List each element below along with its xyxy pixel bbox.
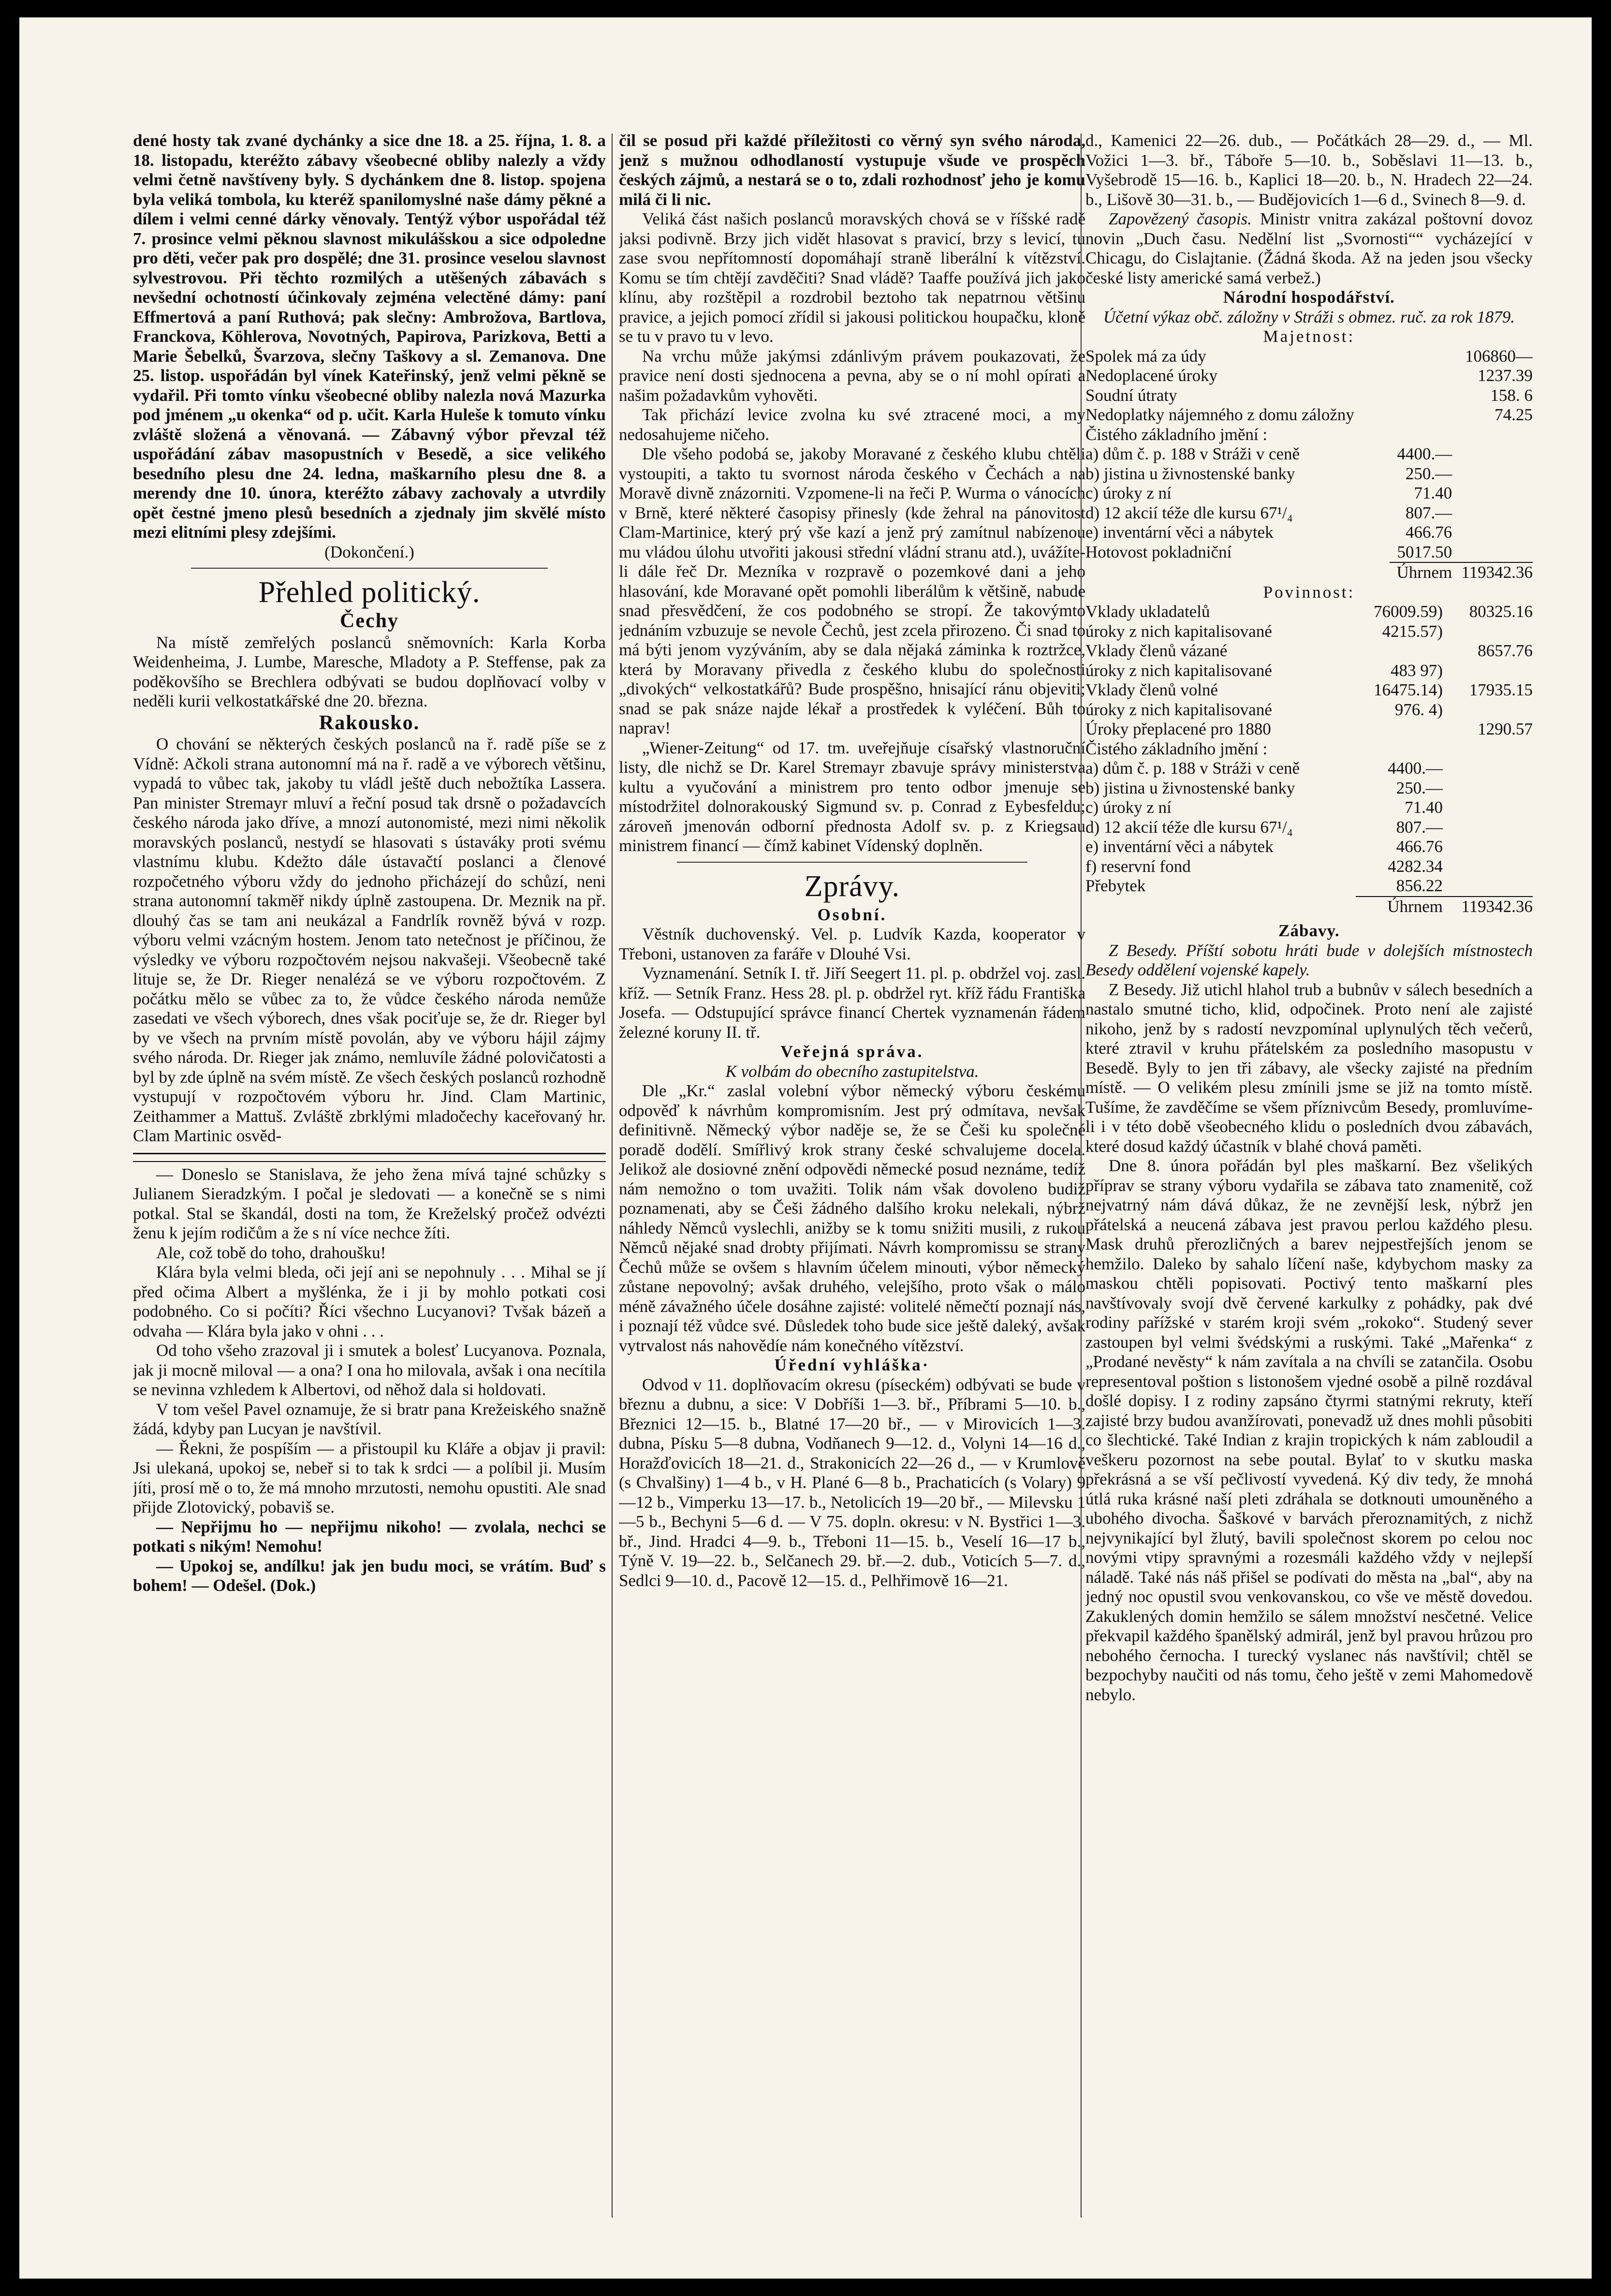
table-cell-label: b) jistina u živnostenské banky [1085, 778, 1295, 797]
table-cell-mid [1356, 739, 1443, 759]
table-cell-mid: 5017.50 [1397, 542, 1452, 561]
table-cell-label: Vklady ukladatelů [1085, 602, 1210, 621]
table-cell-mid: 250.— [1396, 778, 1443, 797]
table-row [1085, 366, 1533, 386]
column-1 [133, 131, 606, 2220]
table-cell-label: Úroky přeplacené pro 1880 [1085, 720, 1271, 738]
feuilleton-paragraph: — Doneslo se Stanislava, že jeho žena mívá tajné schůzky s Julianem Sieradzkým. I počal je sledovati — a konečně se s nimi potkal. Stal se škandál, dosti na tom, že Kreželský pročež odvézti ženu k jejím rodičům a že s ní více nechce žíti. [133, 1164, 606, 1242]
table-cell-label: e) inventární věci a nábytek [1085, 837, 1274, 856]
table-cell-mid: 483 97) [1391, 661, 1443, 680]
table-cell-label: e) inventární věci a nábytek [1085, 523, 1274, 542]
table-row [1085, 837, 1533, 857]
subheading-entertainment: Zábavy. [1278, 921, 1340, 940]
assets-title: Majetnost: [1263, 327, 1355, 346]
table-cell-amount [1443, 661, 1533, 681]
table-cell-mid: 4282.34 [1388, 856, 1443, 876]
news-paragraph: Odvod v 11. doplňovacím okresu (píseckém) odbývati se bude v březnu a dubnu, a sice: V Dobříši 1—3. bř., Příbrami 5—10. b., Březnici 12—15. b., Blatné 17—20 bř., — v Mirovicích 1—3. dubna, Písku 5—8 dubna, Vodňanech 9—12. d., Volyni 14—16 d., Horažďovicích 18—21. d., Strakonicích 22—26 d., — v Krumlově (s Chvalšiny) 1—4 b., v H. Plané 6—8 b., Prachaticích (s Volary) 9—12 b., Vimperku 13—17. b., Netolicích 19—20 bř., — Milevsku 1—5 b., Bechyni 5—6 d. — V 75. dopln. okresu: v N. Bystřici 1—3. bř., Jind. Hradci 4—9. b., Třeboni 11—15. b., Veselí 16—17 b., Týně V. 19—22. b., Selčanech 29. bř.—2. dub., Voticích 5—7. d., Sedlci 9—10. d., Pacově 12—15. d., Pelhřimově 16—21. [619, 1375, 1085, 1590]
entertainment-paragraph: Z Besedy. Příští sobotu hráti bude v dolejších místnostech Besedy oddělení vojenské kapely. [1085, 941, 1533, 979]
total-label: Úhrnem [1390, 562, 1452, 583]
table-row [1085, 347, 1533, 367]
politics-paragraph: čil se posud při každé příležitosti co věrný syn svého národa, jenž s mužnou odhodlaností vystupuje všude ve prospěch českých zájmů, a nestará se o to, zdali rozhodnosť jeho je komu milá či li nic. [619, 131, 1085, 209]
table-cell-label: Nedoplatky nájemného z domu záložny [1085, 405, 1354, 424]
table-cell-mid [1390, 405, 1452, 425]
table-cell-amount [1443, 779, 1533, 798]
table-cell-mid [1390, 347, 1452, 367]
table-cell-amount: 158. 6 [1490, 385, 1533, 405]
table-row [1085, 484, 1533, 503]
politics-paragraph: Na vrchu může jakýmsi zdánlivým právem poukazovati, že pravice není dosti sjednocena a pevna, aby se o ní mohl opírati a našim požadavkům vyhověti. [619, 346, 1085, 405]
table-cell-amount [1443, 759, 1533, 779]
table-cell-label: a) dům č. p. 188 v Stráži v ceně [1085, 759, 1300, 778]
table-cell-amount: 74.25 [1494, 405, 1533, 424]
table-cell-mid: 71.40 [1405, 798, 1443, 817]
table-cell-label: Hotovost pokladniční [1085, 542, 1232, 561]
table-cell-amount: 1237.39 [1478, 366, 1533, 385]
feuilleton-paragraph: V tom vešel Pavel oznamuje, že si bratr pana Krežeiského snažně žádá, kdyby pan Lucyan je navštívil. [133, 1399, 606, 1438]
table-row [1085, 798, 1533, 818]
feuilleton-divider [133, 1153, 606, 1154]
table-cell-mid: 16475.14) [1374, 680, 1443, 699]
table-cell-mid: 976. 4) [1394, 700, 1443, 719]
table-cell-amount [1452, 425, 1533, 445]
table-cell-amount: 80325.16 [1469, 602, 1533, 621]
table-row [1085, 425, 1533, 445]
politics-paragraph: Na místě zemřelých poslanců sněmovních: Karla Korba Weidenheima, J. Lumbe, Maresche, Mladoty a P. Steffense, pak za poděkovšího se Brechlera odbývati se budou doplňovací volby v neděli kurii velkostatkářské dne 20. března. [133, 633, 606, 710]
table-cell-label: c) úroky z ní [1085, 798, 1172, 817]
table-cell-mid: 466.76 [1406, 523, 1452, 542]
table-cell-mid: 71.40 [1414, 484, 1452, 502]
table-cell-mid: 856.22 [1396, 876, 1443, 895]
newspaper-page [19, 17, 1592, 2279]
table-cell-amount [1452, 444, 1533, 464]
table-cell-mid [1390, 386, 1452, 406]
divider [191, 568, 548, 569]
table-cell-mid: 4215.57) [1382, 621, 1443, 641]
news-paragraph: d., Kamenici 22—26. dub., — Počátkách 28—29. d., — Ml. Vožici 1—3. bř., Táboře 5—10. b., Soběslavi 11—13. b., Vyšebrodě 15—16. b., Kaplici 18—20. b., N. Hradech 22—24. b., Lišově 30—31. b., — Budějovicích 1—6 d., Svinech 8—9. d. [1085, 131, 1533, 209]
divider [677, 862, 1027, 863]
feuilleton-paragraph: — Upokoj se, andílku! jak jen budu moci, se vrátím. Buď s bohem! — Odešel. (Dok.) [133, 1556, 606, 1595]
subheading-austria: Rakousko. [319, 711, 420, 734]
politics-paragraph: O chování se některých českých poslanců na ř. radě píše se z Vídně: Ačkoli strana autonomní má na ř. radě a ve výborech většinu, vypadá to vůbec tak, jakoby tu vládl ještě duch nebožtíka Lassera. Pan minister Stremayr mluví a řeční posud tak drsně o požadavcích českého národa jako dříve, a mnozí autonomisté, mezi nimi několik moravských poslanců, nestydí se hlasovati s ústaváky proti svému vlastnímu klubu. Kdežto dále ústavačtí poslanci a členové rozpočetného výboru vždy do jednoho přicházejí do schůzí, neni strana autonomní takměř nikdy úplně zastoupena. Dr. Meznik na př. dlouhý čas se tam ani neukázal a Fandrlík rovněž bývá v rozp. výboru velmi vzácným hostem. Jenom tato netečnost je příčinou, že výsledky ve výboru rozpočtovém nejsou nakvašeji. Všeobecně také lituje se, že Dr. Rieger nenalézá se ve výboru rozpočtovém. Z počátku mělo se vůbec za to, že vůdce českého národa nemůže zasedati ve všech výborech, dnes však pociťuje se, že dr. Rieger byl by ve všech na prvním místě povolán, aby ve výboru hájil zájmy svého národa. Dr. Rieger jak známo, nemluvíle žádné polovičatosti a byl by zde úplně na svém místě. Ze všech českých poslanců rozhodně vystupují v rozpočtovém výboru hr. Jind. Clam Martinic, Zeithammer a Mattuš. Zvláště zbrklými mladočechy kaceřovaný hr. Clam Martinic osvěd- [133, 735, 606, 1145]
table-row [1085, 444, 1533, 464]
table-cell-amount [1452, 543, 1533, 563]
table-row [1085, 602, 1533, 622]
table-cell-label: Čistého základního jmění : [1085, 425, 1268, 444]
table-cell-mid: 4400.— [1388, 759, 1443, 778]
feuilleton-paragraph: — Řekni, že pospíším — a přistoupil ku Kláře a objav ji pravil: Jsi ulekaná, upokoj se, nebeř si to tak k srdci — a políbil ji. Musím jíti, prosí mě o to, že má mnoho mrzutosti, nemohu opustiti. Ale snad přijde Zlotovický, pobaviš se. [133, 1439, 606, 1516]
politics-paragraph: Veliká část našich poslanců moravských chová se v říšské radě jaksi podivně. Brzy jich vidět hlasovat s pravicí, brzy s levicí, tu zase svou nepřítomností dopomáhají straně liberální k vítězství. Komu se tím chtějí zavděčiti? Snad vládě? Taaffe používá jich jako klínu, aby rozštěpil a rozdrobil beztoho tak nepatrnou většinu pravice, a jejich pomocí zřídil si jakousi politickou houpačku, kloně se tu v pravo tu v levo. [619, 209, 1085, 346]
table-cell-mid [1390, 425, 1452, 445]
section-heading-news: Zprávy. [804, 869, 900, 903]
subheading-public-administration: Veřejná správa. [780, 1042, 924, 1061]
table-row [1085, 759, 1533, 779]
total-value: 119342.36 [1452, 562, 1533, 583]
table-cell-mid: 4400.— [1397, 444, 1452, 463]
table-cell-label: a) dům č. p. 188 v Stráži v ceně [1085, 444, 1300, 463]
table-cell-amount [1443, 837, 1533, 857]
table-cell-label: úroky z nich kapitalisované [1085, 661, 1272, 680]
table-row [1085, 680, 1533, 700]
table-row [1085, 818, 1533, 838]
table-row [1085, 405, 1533, 425]
table-row [1085, 739, 1533, 759]
table-cell-mid [1356, 720, 1443, 739]
section-heading-economy: Národní hospodářství. [1223, 288, 1395, 307]
table-total-row [1085, 562, 1533, 583]
table-row [1085, 523, 1533, 543]
column-3 [1085, 131, 1533, 2220]
table-cell-amount [1443, 622, 1533, 642]
table-cell-label: Vklady členů vázané [1085, 641, 1228, 660]
subheading-elections: K volbám do obecního zastupitelstva. [725, 1061, 979, 1081]
total-value: 119342.36 [1443, 897, 1533, 917]
column-2 [619, 131, 1085, 2220]
table-row [1085, 720, 1533, 739]
table-row [1085, 386, 1533, 406]
table-cell-label: f) reservní fond [1085, 856, 1191, 876]
table-cell-mid [1356, 641, 1443, 661]
table-cell-label: c) úroky z ní [1085, 484, 1172, 502]
table-cell-mid: 807.— [1406, 503, 1452, 522]
politics-paragraph: Dle všeho podobá se, jakoby Moravané z českého klubu chtěli vystoupiti, a takto tu svornost národa českého v Čechách a na Moravě divně znázorniti. Vzpomene-li na řeči P. Wurma o vánocích v Brně, které některé časopisy přinesly (kde žehral na pánovitost Clam-Martinice, který prý vše kazí a jenž prý zamítnul nabízenou mu vládou úlohu utvořiti jakousi střední vládní stranu atd.), uvážíte-li dále řeč Dr. Mezníka v rozpravě o pozemkové dani a jeho hlasování, kde Moravané opět pomohli liberálům k většině, nabude snad přesvědčení, že cos podobného se stropí. Že takovýmto jednáním vzbuzuje se nevole Čechů, jest zcela přirozeno. Či snad to má býti jenom vyzýváním, aby se dala nějaká záminka k roztržce, která by Moravany přivedla z českého klubu do společnosti „divokých“ velkostatkářů? Bude prospěšno, hnisající ránu objeviti; snad se pak snáze najde lékař a prostředek k vyléčení. Bůh to naprav! [619, 444, 1085, 737]
banned-periodical-title: Zapovězený časopis. [1109, 209, 1252, 228]
table-row [1085, 857, 1533, 877]
feuilleton-paragraph: — Nepřijmu ho — nepřijmu nikoho! — zvolala, nechci se potkati s nikým! Nemohu! [133, 1517, 606, 1556]
table-total-row [1085, 897, 1533, 917]
table-row [1085, 503, 1533, 523]
table-cell-label: Soudní útraty [1085, 385, 1177, 405]
table-cell-amount [1443, 700, 1533, 720]
news-paragraph: Věstník duchovenský. Vel. p. Ludvík Kazda, kooperator v Třeboni, ustanoven za faráře v Dlouhé Vsi. [619, 925, 1085, 963]
table-cell-label: d) 12 akcií téže dle kursu 67¹/₄ [1085, 503, 1293, 522]
table-cell-mid: 466.76 [1396, 837, 1443, 856]
table-cell-amount: 8657.76 [1478, 641, 1533, 660]
accounts-title: Účetní výkaz obč. záložny v Stráži s obmez. ruč. za rok 1879. [1103, 307, 1515, 326]
table-cell-amount [1443, 818, 1533, 838]
assets-table [1085, 347, 1533, 583]
entertainment-paragraph: Z Besedy. Již utichl hlahol trub a bubnův v sálech besedních a nastalo smutné ticho, klid, odpočinek. Proto není ale zajisté nikoho, jenž by s radostí nevzpomínal uplynulých těch večerů, které ztravil v kruhu přátelském za posledního masopustu v Besedě. Byly to jen tři zábavy, ale všecky zajisté na předním místě. — O velikém plesu zmínili jsme se již na tomto místě. Tušíme, že zavděčíme se všem příznivcům Besedy, promluvíme-li i v této době všeobecného klidu o posledních dvou zábavách, které dosud každý účastník v blahé chová paměti. [1085, 980, 1533, 1156]
table-row [1085, 464, 1533, 484]
column-rule-1 [612, 133, 613, 2218]
total-label: Úhrnem [1356, 897, 1443, 917]
table-row [1085, 661, 1533, 681]
liabilities-table [1085, 602, 1533, 916]
table-cell-amount: 17935.15 [1469, 680, 1533, 699]
banned-periodical-text: Ministr vnitra zakázal poštovní dovoz novin „Duch času. Nedělní list „Svornosti““ vycházející v Chicagu, do Cislajtanie. (Žádná škoda. Až na jeden jsou všecky české listy americké samá verbež.) [1085, 209, 1533, 287]
table-cell-label: úroky z nich kapitalisované [1085, 700, 1272, 719]
table-cell-amount [1452, 484, 1533, 503]
table-row [1085, 700, 1533, 720]
table-cell-mid: 807.— [1396, 817, 1443, 837]
table-cell-mid [1390, 366, 1452, 386]
table-row [1085, 876, 1533, 897]
subheading-personal: Osobní. [817, 905, 887, 924]
column-1-paragraph: dené hosty tak zvané dychánky a sice dne 18. a 25. října, 1. 8. a 18. listopadu, kteréžto zábavy všeobecné obliby nalezly a vždy velmi četně navštíveny byly. S dychánkem dne 8. listop. spojena byla veliká tombola, ku kteréž spanilomyslné naše dámy pěkné a dílem i velmi cenné dárky věnovaly. Tentýž výbor uspořádal též 7. prosince velmi pěknou slavnost mikulášskou a sice odpoledne pro děti, večer pak pro dospělé; dne 31. prosince veselou slavnost sylvestrovou. Při těchto rozmilých a utěšených zábavách s nevšední ochotností účinkovaly zejména velectěné dámy: paní Effmertová a paní Ruthová; pak slečny: Ambrožova, Bartlova, Franckova, Köhlerova, Novotných, Papirova, Parizkova, Betti a Marie Šebelků, Švarzova, slečny Taškovy a sl. Zemanova. Dne 25. listop. uspořádán byl vínek Kateřinský, jenž velmi pěkně se vydařil. Při tomto vínku všeobecné obliby nalezla nová Mazurka pod jménem „u okenka“ od p. učit. Karla Huleše k tomuto vínku zvláště složená a věnovaná. — Zábavný výbor převzal též uspořádání zábav masopustních v Besedě, a sice velikého besedního plesu dne 24. ledna, maškarního plesu dne 8. a merendy dne 10. února, kteréžto zábavy zachovaly a utvrdily opět čestné jmeno plesů besedních a zjednaly jim skvělé místo mezi elitními plesy zdejšími. [133, 131, 606, 542]
feuilleton-divider [133, 1161, 606, 1162]
table-cell-amount [1443, 798, 1533, 818]
feuilleton-paragraph: Klára byla velmi bleda, oči její ani se nepohnuly . . . Mihal se jí před očima Albert a myšlénka, že i ji by mohlo potkati cosi podobného. Co si počíti? Říci všechno Lucyanovi? Tvšak bázeň a odvaha — Klára byla jako v ohni . . . [133, 1263, 606, 1340]
table-cell-amount [1443, 739, 1533, 759]
news-paragraph: Dle „Kr.“ zaslal volební výbor německý výboru českému odpověď k návrhům kompromisním. Jest prý odmítava, nevšak definitivně. Německý výbor naděje se, že se Češi ku společné poradě dodělí. Smířlivý krok strany české schvalujeme docela. Jelikož ale dosiovné znění odpovědi německé posud neznáme, tedíž nám nemožno o tom uvažiti. Tolik nám však dovoleno budiž poznamenati, aby se Češi žádného dalšího kroku nelekali, nýbrž náhledy Němců vyslechli, anižby se k tomu snižiti musili, z rukou Němců nějaké snad drobty přijímati. Návrh kompromissu se strany Čechů může se ovšem s hlavním účelem minouti, výbor německý zůstane nepovolný; avšak druhého, velejšího, proto však o málo méně závažného účele dosáhne zajisté: volitelé němečtí poznají nás, i poznají též vůdce své. Důsledek toho bude sice ještě daleký, avšak vytrvalost nás nahovědíe nám konečného vítězství. [619, 1081, 1085, 1355]
table-row [1085, 622, 1533, 642]
feuilleton-paragraph: Ale, což tobě do toho, drahoušku! [156, 1243, 386, 1262]
table-cell-label: Přebytek [1085, 876, 1146, 895]
table-cell-label: úroky z nich kapitalisované [1085, 621, 1272, 641]
table-cell-label: Spolek má za údy [1085, 346, 1206, 366]
table-cell-label: Nedoplacené úroky [1085, 366, 1218, 385]
table-row [1085, 641, 1533, 661]
table-row [1085, 779, 1533, 798]
table-cell-amount: 1290.57 [1478, 720, 1533, 738]
section-heading-politics: Přehled politický. [258, 576, 481, 609]
table-cell-amount [1452, 503, 1533, 523]
table-cell-amount [1443, 876, 1533, 897]
politics-paragraph: Tak přichází levice zvolna ku své ztracené moci, a my nedosahujeme ničeho. [619, 405, 1085, 444]
news-paragraph: Vyznamenání. Setník I. tř. Jiří Seegert 11. pl. p. obdržel voj. zasl. kříž. — Setník Franz. Hess 28. pl. p. obdržel ryt. kříž řádu Františka Josefa. — Odstupující správce financí Chertek vyznamenán řádem železné koruny II. tř. [619, 964, 1085, 1042]
table-cell-label: d) 12 akcií téže dle kursu 67¹/₄ [1085, 817, 1293, 837]
table-cell-mid: 76009.59) [1374, 602, 1443, 621]
table-cell-label: Vklady členů volné [1085, 680, 1218, 699]
table-cell-label: Čistého základního jmění : [1085, 739, 1268, 758]
subheading-bohemia: Čechy [340, 610, 399, 632]
table-cell-amount [1452, 464, 1533, 484]
table-cell-amount: 106860— [1465, 346, 1533, 366]
table-cell-mid: 250.— [1406, 464, 1452, 483]
table-cell-amount [1452, 523, 1533, 543]
politics-paragraph: „Wiener-Zeitung“ od 17. tm. uveřejňuje císařský vlastnoruční listy, dle nichž se Dr. Karel Stremayr zbavuje správy ministerstva kultu a vyučování a ministrem pro tento odbor jmenuje se místodržitel dolnorakouský Sigmund sv. p. Conrad z Eybesfeldu; zároveň jmenován odborní přednosta Adolf sv. p. z Kriegsau ministrem financí — čímž kabinet Vídenský doplněn. [619, 738, 1085, 855]
table-cell-amount [1443, 857, 1533, 877]
liabilities-title: Povinnost: [1263, 582, 1355, 602]
entertainment-paragraph: Dne 8. února pořádán byl ples maškarní. Bez všelikých příprav se strany výboru vydařila se zábava tato znamenitě, což nejvatrný nám dává důkaz, že ne zevnější lesk, nýbrž jen přátelská a neucená zábava jest pravou perlou každého plesu. Mask druhů přerozličných a barev nejpestřejších jenom se hemžilo. Daleko by sahalo líčení naše, kdybychom masky za maskou chtěli popisovati. Poctivý tento maškarní ples navštívovaly svojí dvě červené karkulky z pohádky, pak dvé rodiny pařížské v starém kroji svém „rokoko“. Studený sever zastoupen byl velmi švédskými a ruskými. Také „Mařenka“ z „Prodané nevěsty“ k nám zavítala a na chvíli se zatančila. Osobu representoval poštion s listonošem vjedné osobě a pilně rozdával došlé dopisy. I z rodiny zapsáno čtyrmi statnými rekruty, kteří zajisté brzy budou avanžírovati, ponevadž už dnes mohli působiti co šlechtické. Také Indian z krajin tropických k nám zabloudil a veškeru pozornost na sebe poutal. Bylať to v skutku maska překrásná a se vší pečlivostí vyvedená. Ký div tedy, že mnohá útlá ruka krásné naší pleti zdráhala se dotknouti umouněného a ubohého divocha. Šaškové v barvách přeroznamitých, z nichž nejvynikající byl žlutý, bavili společnost skorem po celou noc novými vtipy spravnými a rozesmáli každého vždy v nejlepší náladě. Také nás náš přišel se podívati do města na „bal“, aby na jedný noc opustil svou venkovanskou, co vše ve městě dovedou. Zakuklených domin hemžilo se sálem množství nesčetné. Velice překvapil každého španělský admirál, jenž byl pravou hrůzou pro nebohého černocha. I turecký vyslanec nás navštívil; chtěl se bezpochyby naučiti od nás tomu, čeho ještě v zemi Mahomedově nebylo. [1085, 1156, 1533, 1704]
subheading-official-notice: Úřední vyhláška· [774, 1355, 930, 1374]
to-be-continued: (Dokončení.) [324, 542, 414, 561]
feuilleton-paragraph: Od toho všeho zrazoval ji i smutek a bolesť Lucyanova. Poznala, jak ji mocně miloval — a ona? I ona ho milovala, avšak i ona necítila se nevinna vzhledem k Albertovi, od něhož dala si holdovati. [133, 1341, 606, 1399]
table-row [1085, 543, 1533, 563]
table-cell-label: b) jistina u živnostenské banky [1085, 464, 1295, 483]
